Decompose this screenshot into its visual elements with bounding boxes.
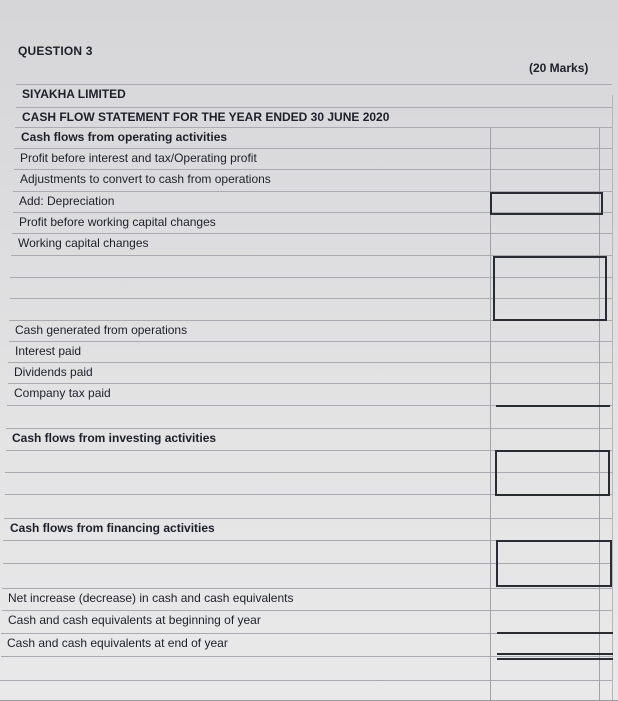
cash-end-row: Cash and cash equivalents at end of year [1, 633, 613, 654]
answer-box[interactable] [490, 192, 603, 215]
operating-heading-row: Cash flows from operating activities [15, 127, 613, 148]
net-increase-row: Net increase (decrease) in cash and cash equivalents [2, 588, 613, 609]
company-name: SIYAKHA LIMITED [22, 87, 126, 101]
answer-box[interactable] [495, 450, 610, 496]
working-capital-row: Working capital changes [12, 233, 613, 254]
statement-title: CASH FLOW STATEMENT FOR THE YEAR ENDED 30 JUNE 2020 [22, 110, 390, 124]
adjustments-row: Adjustments to convert to cash from operations [14, 169, 613, 190]
blank-row [5, 494, 613, 515]
investing-heading-row: Cash flows from investing activities [6, 428, 613, 449]
answer-box[interactable] [493, 256, 607, 321]
marks-label: (20 Marks) [529, 61, 589, 75]
subtotal-line [496, 405, 610, 407]
financing-heading-row: Cash flows from financing activities [4, 518, 613, 539]
company-name-row [16, 84, 612, 105]
blank-row [0, 680, 613, 701]
answer-box[interactable] [496, 540, 612, 587]
statement-title-row [16, 107, 613, 128]
table-right-edge [612, 95, 613, 700]
double-underline [497, 653, 613, 655]
question-title: QUESTION 3 [18, 44, 93, 58]
profit-before-wc-row: Profit before working capital changes [13, 212, 613, 233]
cash-beginning-row: Cash and cash equivalents at beginning of year [2, 610, 613, 631]
company-tax-row: Company tax paid [8, 383, 613, 404]
profit-before-interest-row: Profit before interest and tax/Operating profit [14, 148, 613, 169]
interest-paid-row: Interest paid [9, 341, 613, 362]
depreciation-row: Add: Depreciation [13, 191, 613, 212]
dividends-paid-row: Dividends paid [8, 362, 613, 383]
cash-generated-row: Cash generated from operations [9, 320, 613, 341]
subtotal-line [497, 632, 613, 634]
double-underline [497, 658, 613, 660]
blank-row [7, 405, 613, 426]
